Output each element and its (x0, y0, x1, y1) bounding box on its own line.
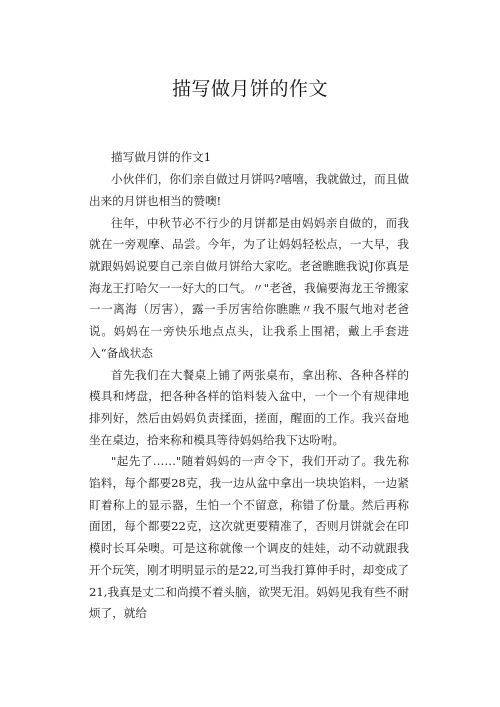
document-title: 描写做月饼的作文 (171, 78, 328, 100)
paragraph: 小伙伴们，你们亲自做过月饼吗?嘻嘻，我就做过，而且做出来的月饼也相当的赞噢! (89, 172, 409, 208)
paragraph: 首先我们在大餐桌上铺了两张桌布，拿出称、各种各样的模具和烤盘，把各种各样的馅料装入盆中，一个一个有规律地排列好，然后由妈妈负责揉面，搓面，醒面的工作。我兴奋地坐在桌边，拾来称和模具等待妈妈给我下达吩咐。 (89, 367, 409, 447)
paragraph: "起先了……"随着妈妈的一声令下，我们开动了。我先称馅料，每个都要28克，我一边从盆中拿出一块块馅料，一边紧盯着称上的显示器，生怕一个不留意，称错了份量。然后再称面团，每个都要22克，这次就更要精准了，否则月饼就会在印模时长耳朵噢。可是这称就像一个调皮的娃娃，动不动就跟我开个玩笑，刚才明明显示的是22,可当我打算伸手时，却变成了21,我真是丈二和尚摸不着头脑，欲哭无泪。妈妈见我有些不耐烦了，就给 (89, 454, 409, 621)
paragraph: 往年，中秋节必不行少的月饼都是由妈妈亲自做的，而我就在一旁观摩、品尝。今年，为了让妈妈轻松点，一大早，我就跟妈妈说要自己亲自做月饼给大家吃。老爸瞧瞧我说J你真是海龙王打哈欠一一好大的口气。〃"老爸，我偏要海龙王爷搬家一一离海（厉害），露一手厉害给你瞧瞧〃我不服气地对老爸说。妈妈在一旁快乐地点点头，让我系上围裙，戴上手套进入“备战状态 (89, 215, 409, 360)
section-heading: 描写做月饼的作文1 (111, 150, 212, 164)
document-body (89, 147, 409, 625)
